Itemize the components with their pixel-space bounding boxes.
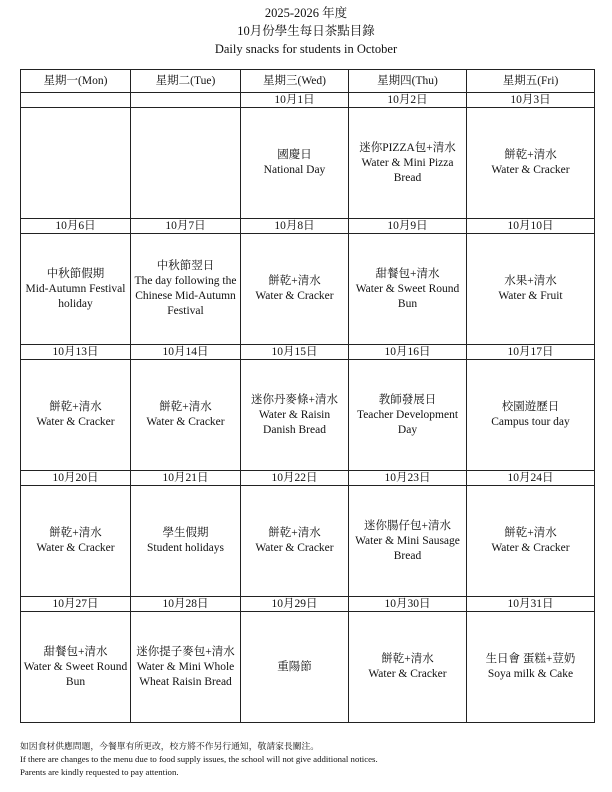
snack-cell xyxy=(349,108,467,219)
snack-cell xyxy=(131,234,241,345)
date-cell: 10月2日 xyxy=(349,93,467,108)
snack-chinese: 水果+清水 xyxy=(504,275,557,287)
snack-english: Water & Sweet Round Bun xyxy=(355,282,460,310)
snack-english: Water & Mini Pizza Bread xyxy=(361,156,454,184)
snack-english: Water & Cracker xyxy=(36,416,115,428)
snack-chinese: 中秋節翌日 xyxy=(156,260,215,272)
snack-english: Water & Mini Whole Wheat Raisin Bread xyxy=(136,660,235,688)
title-english: Daily snacks for students in October xyxy=(214,42,398,56)
date-cell: 10月13日 xyxy=(21,345,131,360)
date-cell: 10月3日 xyxy=(467,93,595,108)
date-row xyxy=(21,597,595,612)
snack-chinese: 甜餐包+清水 xyxy=(43,645,108,658)
snack-english: Water & Fruit xyxy=(498,290,563,302)
weekday-thu: 星期四(Thu) xyxy=(349,70,467,93)
snack-english: Water & Cracker xyxy=(36,542,115,554)
snack-cell xyxy=(467,486,595,597)
date-cell: 10月22日 xyxy=(241,471,349,486)
snack-english: Water & Raisin Danish Bread xyxy=(258,408,331,436)
snack-cell xyxy=(349,234,467,345)
snack-english: Teacher Development Day xyxy=(356,408,459,436)
date-row xyxy=(21,471,595,486)
snack-english: Water & Cracker xyxy=(491,542,570,554)
note-chinese: 如因食材供應問題，今餐單有所更改，校方將不作另行通知，敬請家長關注。 xyxy=(20,741,320,751)
date-cell: 10月23日 xyxy=(349,471,467,486)
snack-cell xyxy=(241,612,349,723)
snack-chinese: 迷你腸仔包+清水 xyxy=(364,519,451,532)
date-cell xyxy=(21,93,131,108)
date-cell: 10月6日 xyxy=(21,219,131,234)
snack-chinese: 校園遊歷日 xyxy=(501,401,560,413)
snack-cell xyxy=(467,612,595,723)
snack-row xyxy=(21,360,595,471)
snack-chinese: 餅乾+清水 xyxy=(268,527,321,539)
weekday-mon: 星期一(Mon) xyxy=(21,70,131,93)
date-cell: 10月21日 xyxy=(131,471,241,486)
snack-cell xyxy=(467,360,595,471)
date-cell xyxy=(131,93,241,108)
snack-english: Water & Cracker xyxy=(255,542,334,554)
date-cell: 10月28日 xyxy=(131,597,241,612)
date-cell: 10月31日 xyxy=(467,597,595,612)
snack-cell xyxy=(21,360,131,471)
snack-cell xyxy=(131,360,241,471)
snack-row xyxy=(21,108,595,219)
snack-chinese: 迷你提子麥包+清水 xyxy=(136,645,235,658)
snack-english: Water & Cracker xyxy=(491,164,570,176)
snack-cell xyxy=(241,360,349,471)
snack-english: Water & Cracker xyxy=(255,290,334,302)
snack-chinese: 甜餐包+清水 xyxy=(375,267,440,280)
date-row xyxy=(21,93,595,108)
snack-english: National Day xyxy=(263,164,326,176)
note-english-2: Parents are kindly requested to pay attention. xyxy=(20,767,179,777)
weekday-tue: 星期二(Tue) xyxy=(131,70,241,93)
snack-cell xyxy=(467,234,595,345)
snack-chinese: 餅乾+清水 xyxy=(49,527,102,539)
snack-cell xyxy=(241,234,349,345)
date-cell: 10月8日 xyxy=(241,219,349,234)
date-cell: 10月14日 xyxy=(131,345,241,360)
title-chinese: 10月份學生每日茶點目錄 xyxy=(237,24,375,38)
title-year: 2025-2026 年度 xyxy=(264,6,348,20)
snack-row xyxy=(21,612,595,723)
date-cell: 10月9日 xyxy=(349,219,467,234)
snack-cell xyxy=(21,486,131,597)
snack-row xyxy=(21,486,595,597)
snack-cell xyxy=(349,360,467,471)
snack-chinese: 生日會 蛋糕+荳奶 xyxy=(485,653,576,665)
date-row xyxy=(21,219,595,234)
snack-cell xyxy=(21,612,131,723)
snack-english: Student holidays xyxy=(147,542,224,554)
snack-cell xyxy=(21,234,131,345)
date-cell: 10月27日 xyxy=(21,597,131,612)
snack-cell xyxy=(131,612,241,723)
date-cell: 10月29日 xyxy=(241,597,349,612)
snack-chinese: 迷你丹麥條+清水 xyxy=(251,393,338,406)
snack-cell xyxy=(131,486,241,597)
date-cell: 10月17日 xyxy=(467,345,595,360)
date-cell: 10月16日 xyxy=(349,345,467,360)
calendar-body xyxy=(21,70,595,723)
snack-chinese: 餅乾+清水 xyxy=(49,401,102,413)
snack-cell xyxy=(349,612,467,723)
date-cell: 10月20日 xyxy=(21,471,131,486)
snack-chinese: 餅乾+清水 xyxy=(504,149,557,161)
snack-chinese: 國慶日 xyxy=(277,149,312,161)
date-cell: 10月7日 xyxy=(131,219,241,234)
snack-english: Soya milk & Cake xyxy=(487,668,574,680)
date-cell: 10月24日 xyxy=(467,471,595,486)
footnotes xyxy=(20,740,594,779)
snack-english: Campus tour day xyxy=(491,416,570,428)
snack-row xyxy=(21,234,595,345)
date-cell: 10月1日 xyxy=(241,93,349,108)
snack-english: Water & Mini Sausage Bread xyxy=(355,534,460,562)
snack-chinese: 餅乾+清水 xyxy=(159,401,212,413)
snack-chinese: 中秋節假期 xyxy=(46,267,105,280)
date-cell: 10月10日 xyxy=(467,219,595,234)
snack-cell xyxy=(241,108,349,219)
weekday-fri: 星期五(Fri) xyxy=(467,70,595,93)
snack-english: The day following the Chinese Mid-Autumn Festival xyxy=(134,275,237,317)
snack-chinese: 學生假期 xyxy=(162,527,209,539)
snack-english: Water & Cracker xyxy=(146,416,225,428)
note-english-1: If there are changes to the menu due to food supply issues, the school will not give additional notices. xyxy=(20,754,378,764)
snack-english: Water & Cracker xyxy=(368,668,447,680)
snack-cell xyxy=(467,108,595,219)
snack-cell xyxy=(241,486,349,597)
snack-cell xyxy=(21,108,131,219)
snack-chinese: 迷你PIZZA包+清水 xyxy=(359,141,456,154)
snack-cell xyxy=(349,486,467,597)
snack-english: Water & Sweet Round Bun xyxy=(23,660,128,688)
snack-calendar-table xyxy=(20,69,595,723)
date-cell: 10月15日 xyxy=(241,345,349,360)
weekday-wed: 星期三(Wed) xyxy=(241,70,349,93)
snack-chinese: 教師發展日 xyxy=(378,393,437,406)
date-row xyxy=(21,345,595,360)
snack-chinese: 餅乾+清水 xyxy=(504,527,557,539)
snack-chinese: 餅乾+清水 xyxy=(381,653,434,665)
snack-english: Mid-Autumn Festival holiday xyxy=(25,282,126,310)
date-cell: 10月30日 xyxy=(349,597,467,612)
weekday-header-row xyxy=(21,70,595,93)
snack-chinese: 重陽節 xyxy=(277,660,312,673)
snack-chinese: 餅乾+清水 xyxy=(268,275,321,287)
snack-cell xyxy=(131,108,241,219)
